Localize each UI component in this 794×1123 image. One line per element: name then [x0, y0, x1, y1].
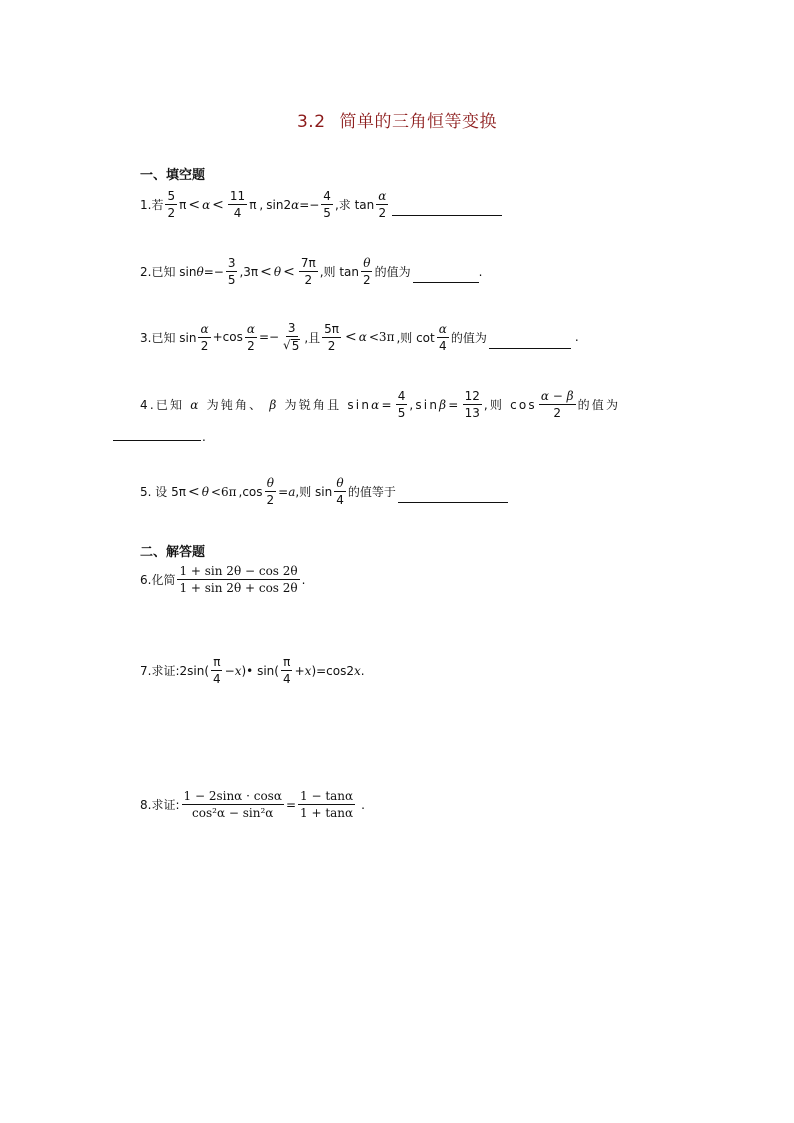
- question-2: 2.已知 sin θ =− $\frac{3}{5}$ ,3π < θ < $\frac{7\pi}{2}$ ,则 tan $\frac{\theta}{2}$ 的值为 .: [140, 256, 483, 287]
- q5-answer-blank[interactable]: [398, 501, 508, 503]
- q4-answer-blank[interactable]: [113, 440, 201, 441]
- question-5: 5. 设 5π < θ <6π ,cos $\frac{\theta}{2}$ = a ,则 sin $\frac{\theta}{4}$ 的值等于: [140, 477, 508, 506]
- q1-frac-1: $\frac{5}{2}$: [167, 189, 176, 220]
- section-number: 3.2: [296, 112, 326, 132]
- q3-frac-1: $\frac{\alpha}{2}$: [200, 321, 209, 353]
- q2-frac-1: $\frac{3}{5}$: [227, 256, 236, 287]
- q3-frac-2: $\frac{\alpha}{2}$: [246, 321, 255, 353]
- q1-number: 1.若: [140, 198, 164, 212]
- q7-number: 7.求证:2sin(: [140, 664, 210, 678]
- q3-frac-3: 3 √ 5: [283, 321, 300, 353]
- q3-frac-4: $\frac{5\pi}{2}$: [324, 321, 340, 353]
- q5-frac-1: $\frac{\theta}{2}$: [266, 476, 275, 507]
- q2-number: 2.已知 sin: [140, 265, 197, 279]
- q7-frac-2: $\frac{\pi}{4}$: [282, 655, 291, 686]
- section-fill-in-heading: 一、填空题: [140, 168, 206, 183]
- q8-frac-left: $\frac{1 - 2\sin\alpha \cdot \cos\alpha}{\text{cos²α − sin²α}}$: [183, 789, 282, 820]
- q1-frac-3: $\frac{4}{5}$: [323, 189, 331, 220]
- q4-frac-3: $\frac{\alpha - \beta}{2}$: [540, 389, 574, 420]
- question-3: 3.已知 sin $\frac{\alpha}{2}$ +cos $\frac{\alpha}{2}$ =− 3 √ 5 ,且 $\frac{5\pi}{2}$ < α <3π ,则 cot $\frac{\alpha}{4}$ 的值为 .: [140, 321, 579, 353]
- title-text: 简单的三角恒等变换: [339, 112, 498, 132]
- q8-number: 8.求证:: [140, 798, 180, 812]
- q4-end: .: [202, 430, 206, 444]
- question-1: 1.若 $\frac{5}{2}$ π < α < $\frac{11}{4}$ π , sin2 α =− $\frac{4}{5}$ ,求 tan $\frac{\alpha}{2}$: [140, 190, 502, 219]
- q1-answer-blank[interactable]: [392, 214, 502, 216]
- q4-number: 4.已知: [140, 398, 185, 412]
- q1-frac-4: $\frac{\alpha}{2}$: [378, 189, 387, 220]
- q4-frac-1: $\frac{4}{5}$: [397, 389, 406, 420]
- question-7: 7.求证:2sin( $\frac{\pi}{4}$ − x )• sin( $\frac{\pi}{4}$ + x )=cos2 x .: [140, 655, 365, 686]
- question-6: 6.化简 $\frac{1 + \sin 2\theta - \cos 2\theta}{1 + \sin 2\theta + \cos 2\theta}$ .: [140, 564, 306, 595]
- question-4: 4.已知 α 为钝角、 β 为锐角且 sin α = $\frac{4}{5}$ ,sin β = $\frac{12}{13}$ ,则 cos $\frac{\alpha - \beta}{2}$ 的值为: [140, 389, 621, 420]
- q2-frac-2: $\frac{7\pi}{2}$: [300, 256, 316, 287]
- q7-frac-1: $\frac{\pi}{4}$: [213, 655, 221, 686]
- q5-number: 5. 设 5π: [140, 485, 186, 499]
- page-title: [0, 107, 794, 132]
- section-solve-heading: 二、解答题: [140, 545, 206, 560]
- q8-frac-right: $\frac{1 - \tan\alpha}{1 + \tan\alpha}$: [300, 789, 354, 820]
- q4-frac-2: $\frac{12}{13}$: [464, 389, 480, 420]
- q5-frac-2: $\frac{\theta}{4}$: [336, 476, 344, 507]
- question-8: 8.求证: $\frac{1 - 2\sin\alpha \cdot \cos\alpha}{\text{cos²α − sin²α}}$ = $\frac{1 - \tan\alpha}{1 + \tan\alpha}$ .: [140, 789, 365, 820]
- q3-number: 3.已知 sin: [140, 330, 197, 345]
- q2-frac-3: $\frac{\theta}{2}$: [363, 256, 371, 287]
- q6-fraction: $\frac{1 + \sin 2\theta - \cos 2\theta}{1 + \sin 2\theta + \cos 2\theta}$: [179, 564, 298, 595]
- q6-number: 6.化简: [140, 573, 176, 587]
- q3-frac-5: $\frac{\alpha}{4}$: [438, 321, 447, 353]
- q2-answer-blank[interactable]: [413, 281, 479, 283]
- sqrt-sign: √: [283, 338, 291, 352]
- q3-answer-blank[interactable]: [489, 347, 571, 349]
- q1-frac-2: $\frac{11}{4}$: [229, 189, 246, 220]
